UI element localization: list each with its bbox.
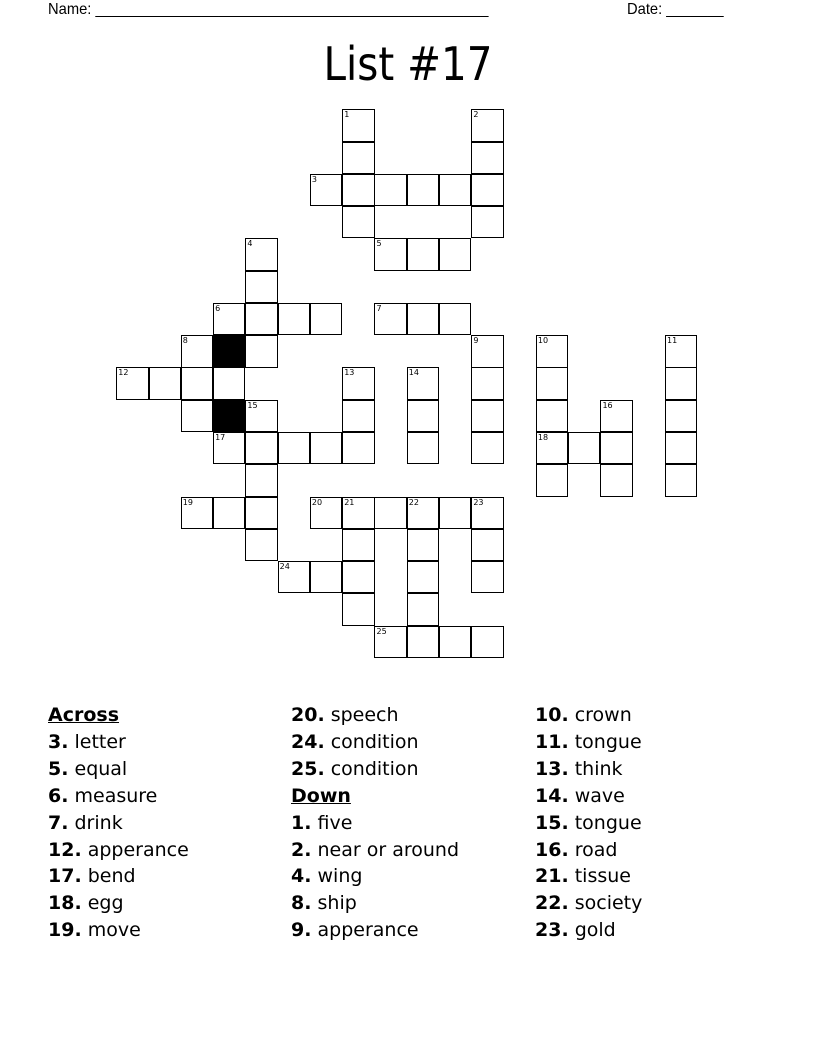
clue-item-number: 5. (48, 757, 69, 780)
clue-item-number: 17. (48, 865, 82, 888)
grid-cell[interactable] (374, 497, 406, 529)
date-field[interactable]: Date: _______ (627, 1, 724, 18)
clue-number: 15 (247, 400, 258, 410)
clue-item-number: 25. (291, 757, 325, 780)
clue-item (291, 756, 459, 783)
grid-cell[interactable] (374, 238, 406, 270)
grid-cell[interactable] (310, 497, 342, 529)
grid-cell[interactable] (245, 303, 277, 335)
clue-number: 13 (344, 368, 355, 378)
clue-item (535, 702, 642, 729)
grid-cell[interactable] (536, 335, 568, 367)
clue-item-text: bend (87, 865, 136, 888)
grid-cell[interactable] (600, 400, 632, 432)
clue-item-number: 19. (48, 919, 82, 942)
clue-heading: Down (291, 784, 351, 807)
grid-cell[interactable] (471, 367, 503, 399)
grid-cell[interactable] (600, 464, 632, 496)
clue-number: 8 (182, 336, 188, 346)
grid-cell[interactable] (407, 400, 439, 432)
grid-cell[interactable] (374, 626, 406, 658)
grid-cell[interactable] (245, 335, 277, 367)
clue-number: 6 (215, 303, 221, 313)
clue-number: 3 (311, 174, 318, 184)
grid-cell[interactable] (665, 400, 697, 432)
clue-item-text: road (574, 838, 618, 861)
clue-item (48, 837, 189, 864)
clue-item (535, 756, 642, 783)
clue-item-text: wave (574, 784, 625, 807)
clue-item-number: 7. (48, 811, 69, 834)
grid-cell[interactable] (536, 464, 568, 496)
clue-item (48, 756, 189, 783)
grid-cell[interactable] (407, 367, 439, 399)
clue-item-number: 10. (535, 704, 569, 726)
clue-item-text: think (574, 757, 623, 780)
clue-number: 21 (344, 497, 355, 507)
clue-item (291, 863, 459, 890)
clue-item-text: equal (74, 757, 128, 780)
clue-item-text: measure (74, 784, 158, 807)
clue-item-text: near or around (317, 838, 460, 861)
grid-cell[interactable] (278, 432, 310, 464)
grid-cell[interactable] (342, 529, 374, 561)
clue-heading: Across (48, 704, 120, 726)
grid-cell[interactable] (439, 626, 471, 658)
clue-number: 4 (247, 239, 253, 249)
grid-cell[interactable] (213, 303, 245, 335)
grid-cell[interactable] (310, 303, 342, 335)
clue-item-number: 13. (535, 757, 569, 780)
grid-cell[interactable] (342, 206, 374, 238)
clue-item-text: letter (74, 730, 126, 753)
clue-item-number: 1. (291, 811, 312, 834)
clue-item (535, 890, 642, 917)
clue-item-number: 9. (291, 919, 312, 942)
clue-item-number: 21. (535, 865, 569, 888)
clue-item-number: 23. (535, 919, 569, 942)
grid-cell[interactable] (568, 432, 600, 464)
clue-number: 1 (344, 110, 350, 120)
clue-item-text: speech (330, 704, 399, 726)
clue-item (48, 729, 189, 756)
grid-cell[interactable] (439, 238, 471, 270)
clue-number: 17 (215, 433, 226, 443)
clue-item (291, 702, 459, 729)
grid-cell[interactable] (665, 335, 697, 367)
clue-item-number: 6. (48, 784, 69, 807)
grid-cell[interactable] (471, 109, 503, 141)
clue-item-number: 16. (535, 838, 569, 861)
clue-item-text: tongue (574, 811, 642, 834)
grid-cell[interactable] (439, 497, 471, 529)
grid-cell[interactable] (245, 432, 277, 464)
grid-cell[interactable] (374, 303, 406, 335)
clue-number: 18 (537, 433, 549, 443)
clue-item-number: 2. (291, 838, 312, 861)
grid-cell[interactable] (342, 109, 374, 141)
clue-item-text: move (87, 919, 141, 942)
clue-item (291, 810, 459, 837)
grid-cell[interactable] (471, 174, 503, 206)
grid-cell[interactable] (536, 432, 568, 464)
clue-item-number: 18. (48, 892, 82, 915)
clue-item-number: 24. (291, 730, 325, 753)
grid-cell[interactable] (471, 561, 503, 593)
clue-item-text: gold (574, 919, 616, 942)
clue-number: 2 (473, 110, 479, 120)
grid-cell[interactable] (342, 432, 374, 464)
grid-cell[interactable] (407, 238, 439, 270)
clue-item (48, 890, 189, 917)
clue-number: 19 (182, 497, 193, 507)
clue-number: 23 (473, 497, 484, 507)
grid-cell[interactable] (407, 174, 439, 206)
grid-cell[interactable] (245, 271, 277, 303)
clue-item-text: tissue (574, 865, 631, 888)
grid-cell[interactable] (181, 400, 213, 432)
grid-cell[interactable] (439, 174, 471, 206)
clue-item-text: condition (330, 757, 419, 780)
grid-cell[interactable] (342, 174, 374, 206)
grid-cell[interactable] (471, 142, 503, 174)
clue-item-text: drink (74, 811, 123, 834)
page-title: List #17 (323, 37, 493, 91)
clue-number: 10 (537, 336, 549, 346)
grid-cell[interactable] (374, 174, 406, 206)
grid-cell[interactable] (407, 497, 439, 529)
clue-number: 14 (408, 368, 419, 378)
black-cell (213, 400, 245, 432)
clue-item-number: 11. (535, 730, 569, 753)
clue-item-number: 20. (291, 704, 325, 726)
clue-column-1 (48, 702, 189, 944)
clue-item-text: five (317, 811, 353, 834)
clue-item (291, 729, 459, 756)
grid-cell[interactable] (245, 238, 277, 270)
grid-cell[interactable] (245, 497, 277, 529)
grid-cell[interactable] (342, 400, 374, 432)
grid-cell[interactable] (471, 206, 503, 238)
grid-cell[interactable] (181, 335, 213, 367)
grid-cell[interactable] (665, 464, 697, 496)
clue-item-number: 8. (291, 892, 312, 915)
clue-item (535, 863, 642, 890)
grid-cell[interactable] (245, 400, 277, 432)
grid-cell[interactable] (213, 367, 245, 399)
grid-cell[interactable] (116, 367, 148, 399)
black-cell (213, 335, 245, 367)
clue-item (535, 783, 642, 810)
grid-cell[interactable] (213, 432, 245, 464)
grid-cell[interactable] (213, 497, 245, 529)
clue-item (535, 810, 642, 837)
clue-item-text: wing (317, 865, 363, 888)
clue-number: 9 (473, 336, 479, 346)
clue-item-text: apperance (87, 838, 189, 861)
clue-item (48, 783, 189, 810)
grid-cell[interactable] (407, 593, 439, 625)
grid-cell[interactable] (471, 335, 503, 367)
clue-item (535, 729, 642, 756)
grid-cell[interactable] (181, 367, 213, 399)
clue-item-text: apperance (317, 919, 419, 942)
clue-item-text: condition (330, 730, 419, 753)
grid-cell[interactable] (149, 367, 181, 399)
clue-item (535, 837, 642, 864)
clue-number: 12 (118, 368, 129, 378)
clue-number: 22 (408, 497, 419, 507)
grid-cell[interactable] (342, 497, 374, 529)
clue-number: 16 (602, 400, 613, 410)
grid-cell[interactable] (310, 561, 342, 593)
clue-item-number: 22. (535, 892, 569, 915)
grid-cell[interactable] (310, 174, 342, 206)
clue-item-text: tongue (574, 730, 642, 753)
grid-cell[interactable] (342, 561, 374, 593)
clue-item (48, 917, 189, 944)
grid-cell[interactable] (181, 497, 213, 529)
grid-cell[interactable] (600, 432, 632, 464)
clue-item-number: 14. (535, 784, 569, 807)
clue-item (48, 863, 189, 890)
grid-cell[interactable] (310, 432, 342, 464)
clue-item (291, 837, 459, 864)
grid-cell[interactable] (471, 497, 503, 529)
grid-cell[interactable] (407, 529, 439, 561)
clue-number: 11 (667, 336, 678, 346)
clue-item (291, 890, 459, 917)
grid-cell[interactable] (665, 367, 697, 399)
grid-cell[interactable] (407, 561, 439, 593)
grid-cell[interactable] (439, 303, 471, 335)
clue-item (535, 917, 642, 944)
clue-number: 25 (376, 626, 387, 636)
grid-cell[interactable] (536, 400, 568, 432)
name-field[interactable]: Name: ________________________________________________ (48, 1, 489, 18)
grid-cell[interactable] (342, 142, 374, 174)
clue-item (291, 917, 459, 944)
clue-item-text: society (574, 892, 643, 915)
clue-item-number: 12. (48, 838, 82, 861)
clue-item-number: 4. (291, 865, 312, 888)
clue-number: 20 (311, 497, 323, 507)
grid-cell[interactable] (342, 593, 374, 625)
clue-item (48, 810, 189, 837)
clue-item-text: egg (87, 892, 124, 915)
grid-cell[interactable] (278, 561, 310, 593)
clue-column-2 (291, 702, 459, 944)
grid-cell[interactable] (471, 432, 503, 464)
clue-number: 24 (279, 562, 290, 572)
grid-cell[interactable] (471, 400, 503, 432)
clue-item-text: crown (574, 704, 632, 726)
grid-cell[interactable] (665, 432, 697, 464)
clue-number: 5 (376, 239, 382, 249)
grid-cell[interactable] (536, 367, 568, 399)
grid-cell[interactable] (245, 529, 277, 561)
clue-item-number: 3. (48, 730, 69, 753)
clue-number: 7 (376, 303, 382, 313)
grid-cell[interactable] (245, 464, 277, 496)
clue-column-3 (535, 702, 642, 944)
clue-item-number: 15. (535, 811, 569, 834)
grid-cell[interactable] (471, 626, 503, 658)
grid-cell[interactable] (407, 626, 439, 658)
grid-cell[interactable] (407, 303, 439, 335)
grid-cell[interactable] (407, 432, 439, 464)
grid-cell[interactable] (471, 529, 503, 561)
grid-cell[interactable] (342, 367, 374, 399)
clue-item-text: ship (317, 892, 357, 915)
grid-cell[interactable] (278, 303, 310, 335)
